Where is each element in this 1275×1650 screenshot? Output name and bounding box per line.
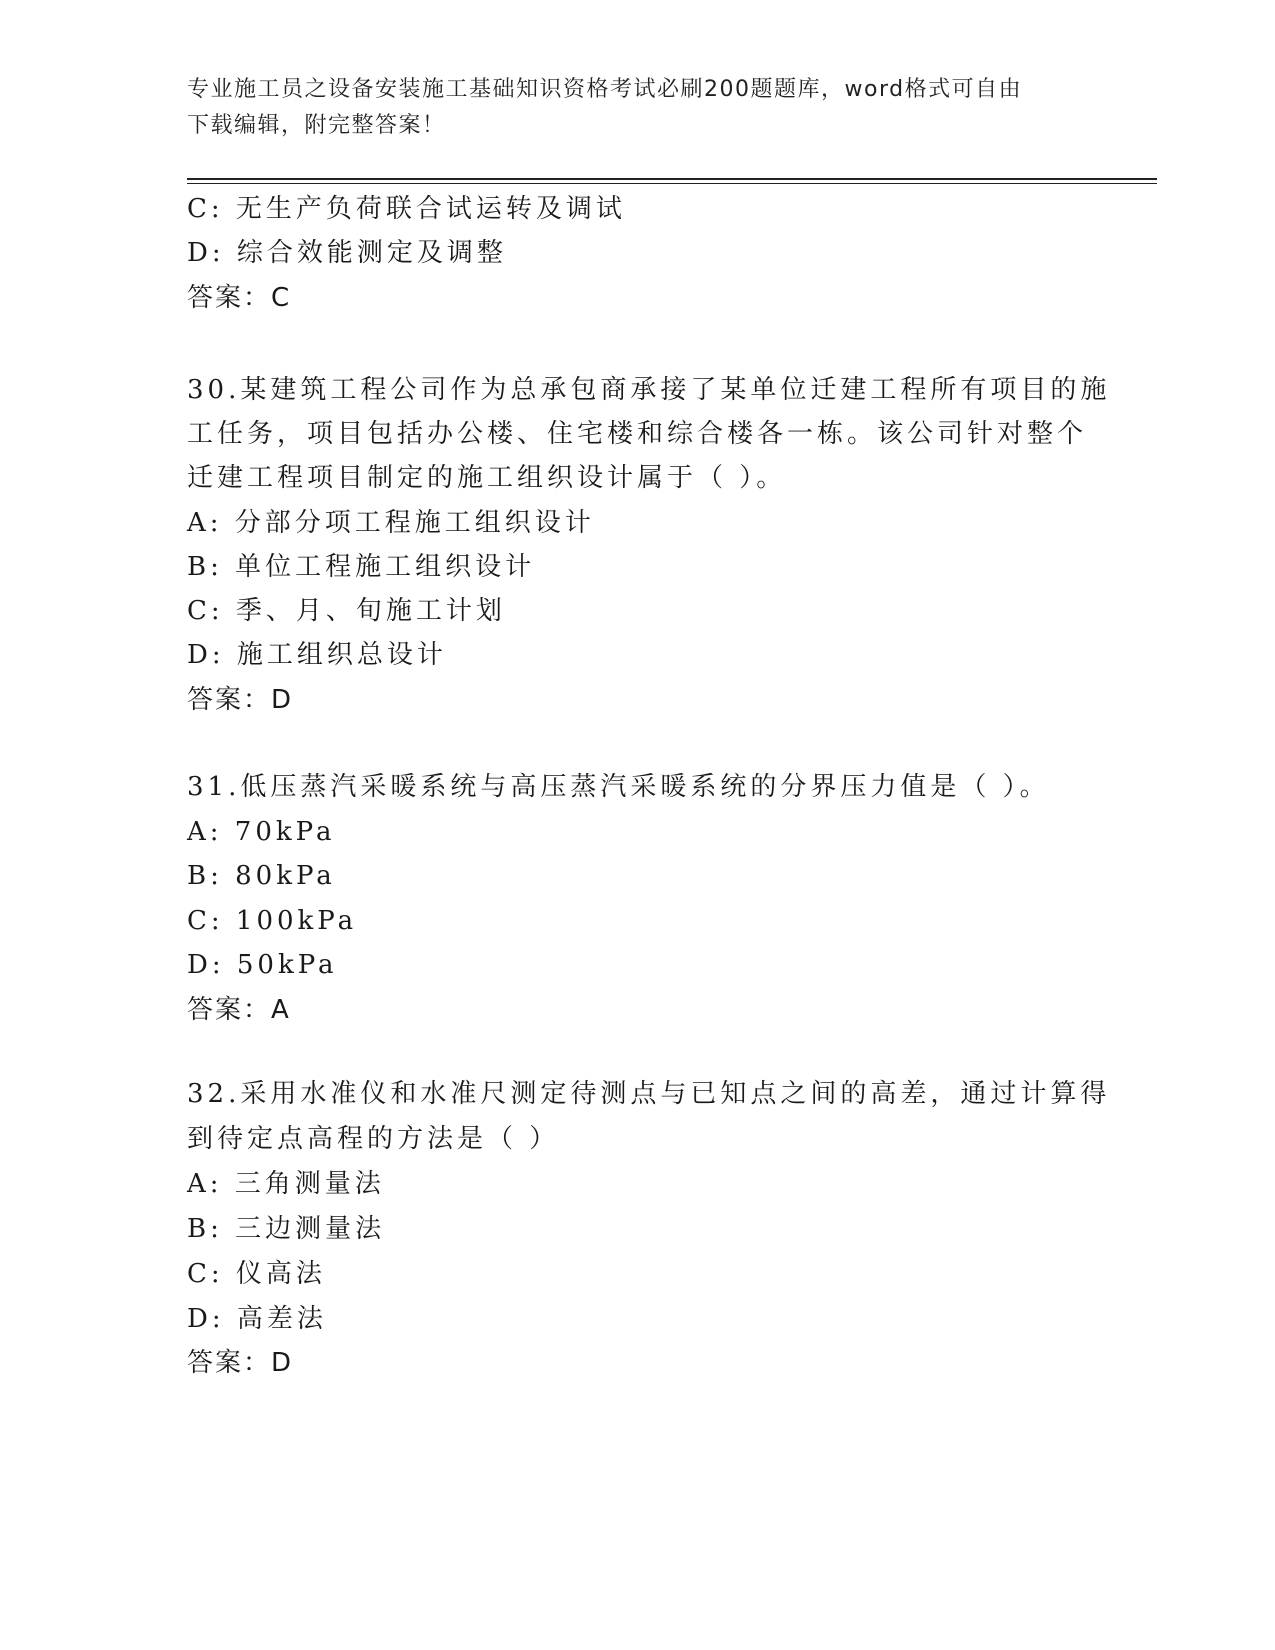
q29-answer: 答案：C: [187, 283, 292, 313]
q30-option-b: B: 单位工程施工组织设计: [187, 552, 536, 582]
q30-stem-line-2: 工任务，项目包括办公楼、住宅楼和综合楼各一栋。该公司针对整个: [187, 419, 1088, 449]
q30-answer: 答案：D: [187, 685, 294, 715]
q31-option-d: D: 50kPa: [187, 950, 338, 980]
q32-answer: 答案：D: [187, 1348, 294, 1378]
q30-stem-line-3: 迁建工程项目制定的施工组织设计属于（ ）。: [187, 463, 787, 493]
header-line-1: 专业施工员之设备安装施工基础知识资格考试必刷200题题库，word格式可自由: [187, 77, 1023, 102]
q32-option-a: A: 三角测量法: [187, 1169, 385, 1199]
q29-option-c: C: 无生产负荷联合试运转及调试: [187, 194, 626, 224]
q31-option-a: A: 70kPa: [187, 817, 336, 847]
q31-answer: 答案：A: [187, 995, 291, 1025]
document-header: [187, 72, 1087, 144]
q32-stem-line-2: 到待定点高程的方法是（ ）: [187, 1124, 560, 1154]
q30-option-a: A: 分部分项工程施工组织设计: [187, 508, 595, 538]
q30-stem-line-1: 30.某建筑工程公司作为总承包商承接了某单位迁建工程所有项目的施: [187, 375, 1111, 405]
q32-option-b: B: 三边测量法: [187, 1214, 386, 1244]
q31-option-b: B: 80kPa: [187, 861, 336, 891]
q32-option-d: D: 高差法: [187, 1304, 327, 1334]
header-divider-thick: [187, 178, 1157, 180]
header-line-2: 下载编辑，附完整答案！: [187, 113, 446, 138]
q32-stem-line-1: 32.采用水准仪和水准尺测定待测点与已知点之间的高差，通过计算得: [187, 1079, 1111, 1109]
q30-option-d: D: 施工组织总设计: [187, 640, 447, 670]
q31-option-c: C: 100kPa: [187, 906, 358, 936]
header-divider-thin: [187, 183, 1157, 184]
q31-stem-line-1: 31.低压蒸汽采暖系统与高压蒸汽采暖系统的分界压力值是（ ）。: [187, 772, 1050, 802]
q30-option-c: C: 季、月、旬施工计划: [187, 596, 506, 626]
q29-option-d: D: 综合效能测定及调整: [187, 238, 507, 268]
q32-option-c: C: 仪高法: [187, 1259, 326, 1289]
